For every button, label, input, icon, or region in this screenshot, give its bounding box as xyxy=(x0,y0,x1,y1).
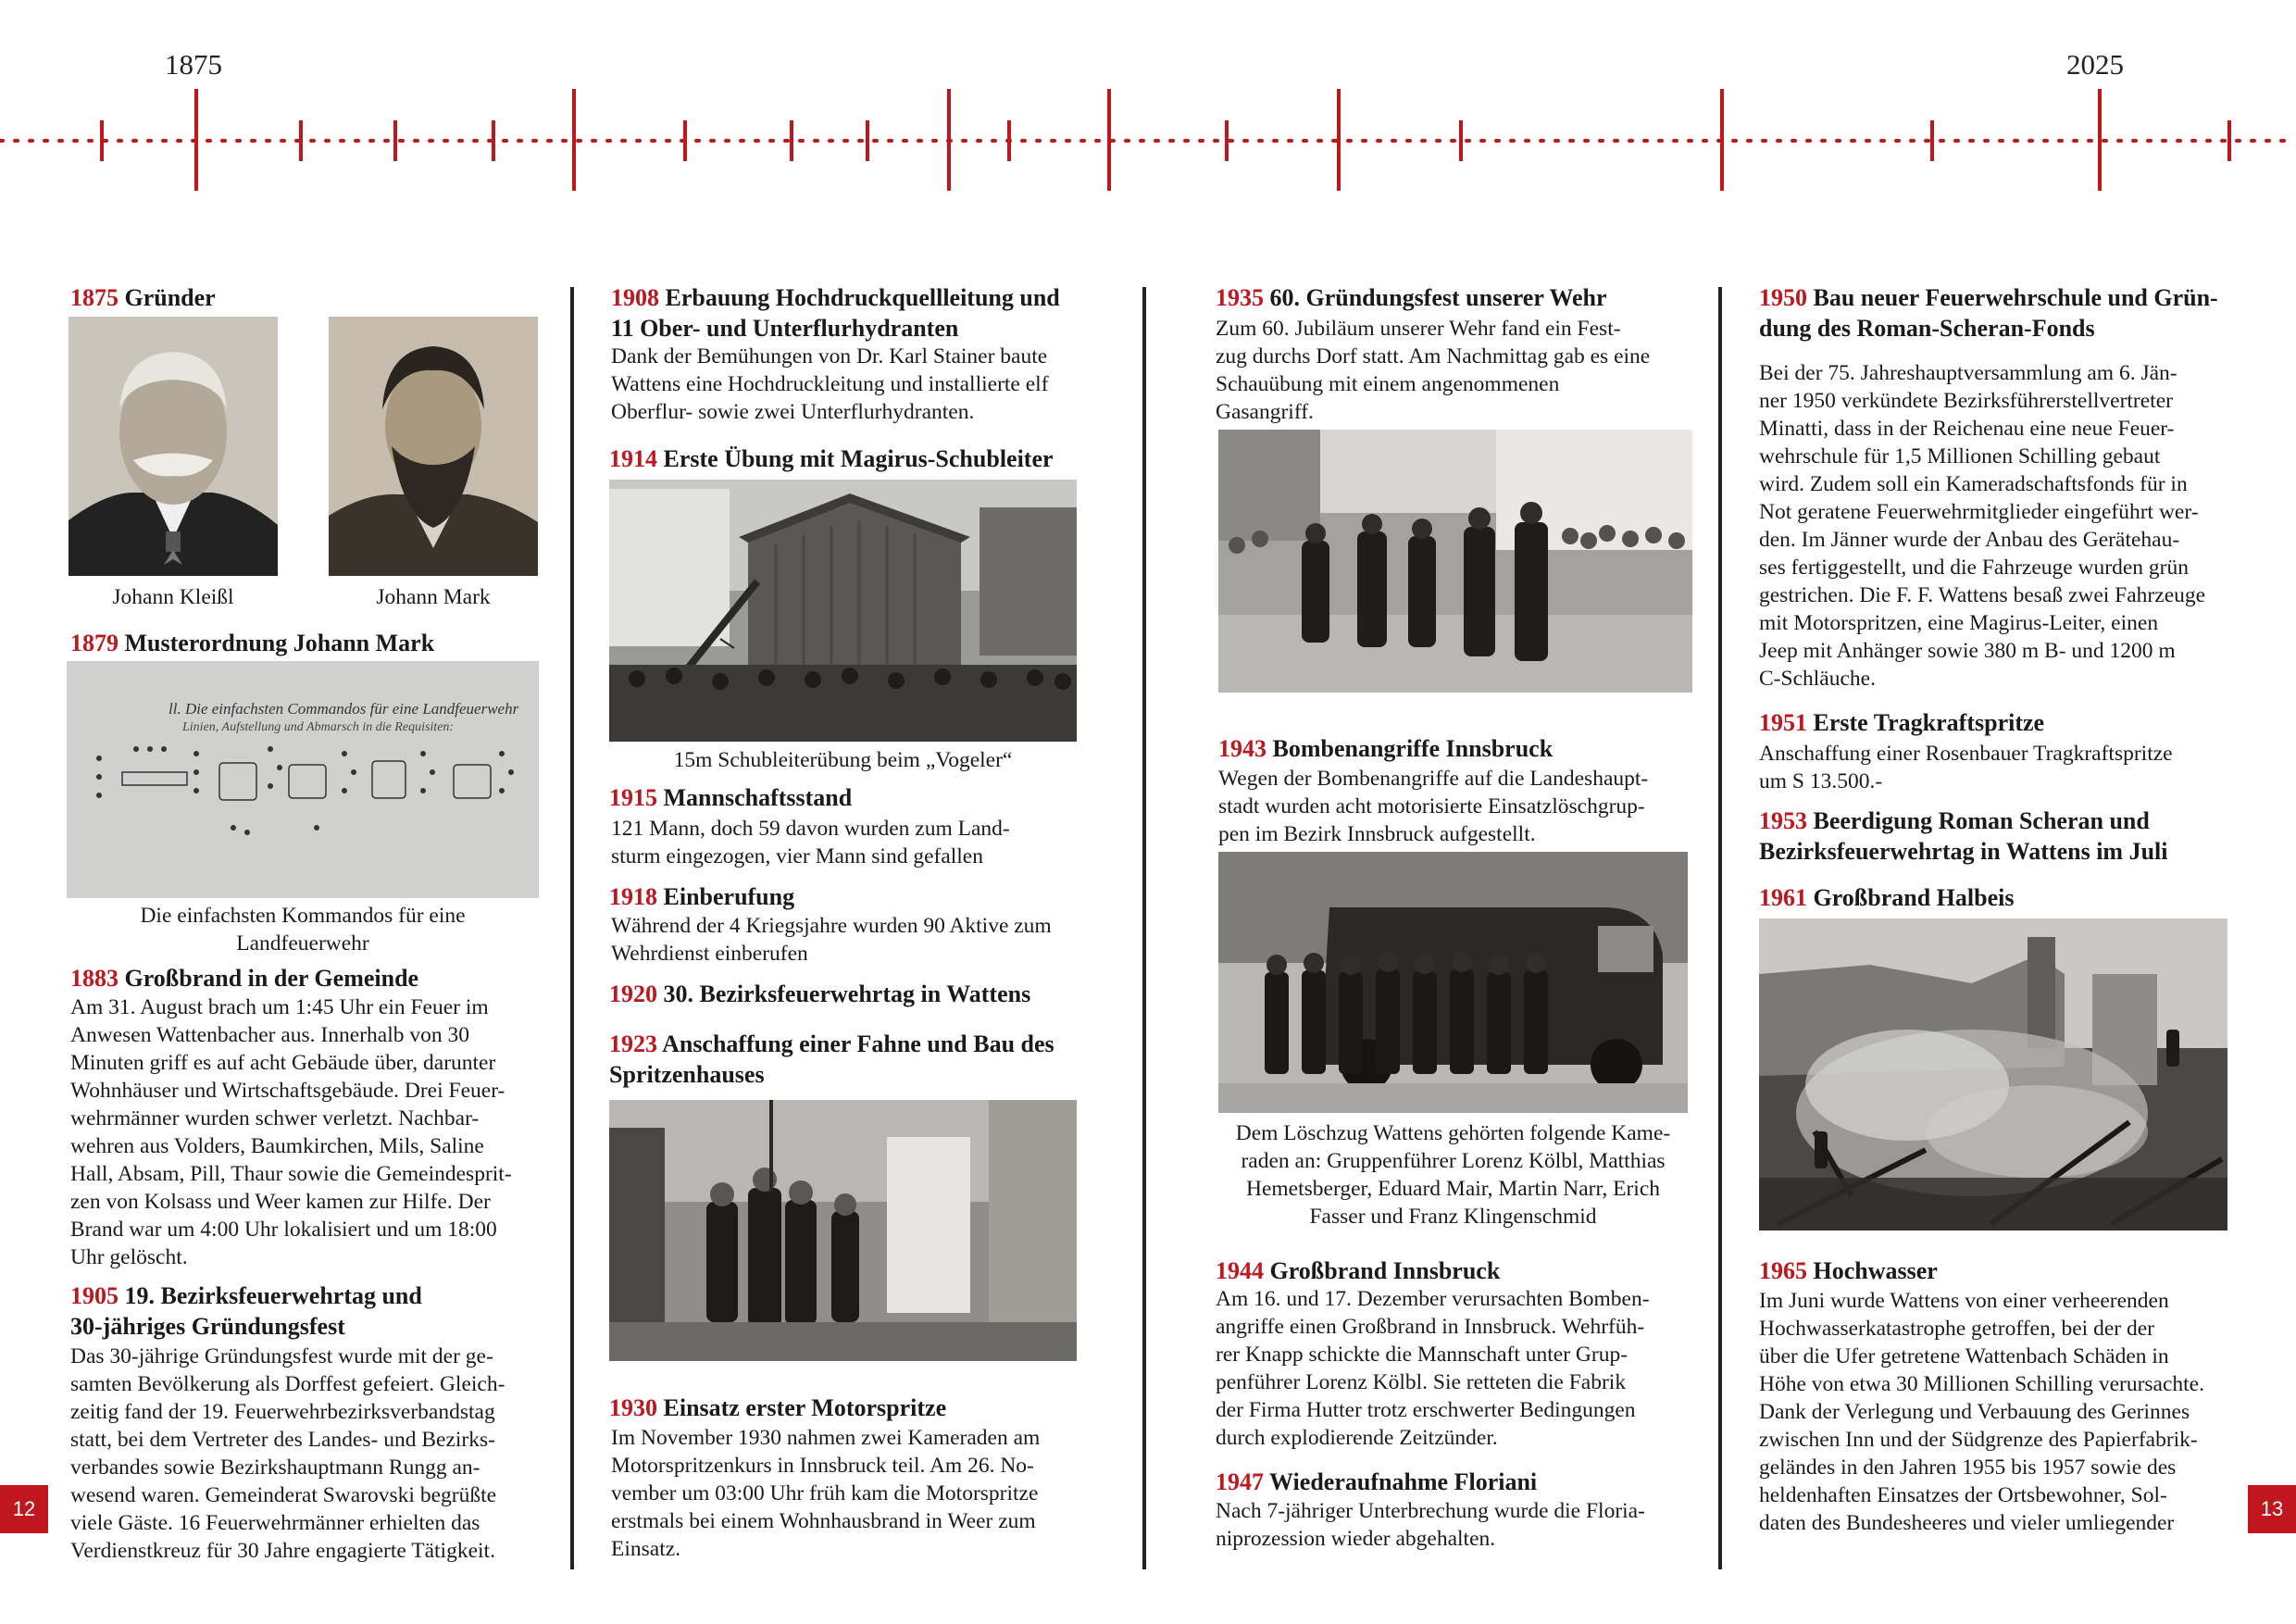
entry-1923-heading: 1923 Anschaffung einer Fahne und Bau des Spritzenhauses xyxy=(609,1031,1054,1088)
text-line: Anschaffung einer Rosenbauer Tragkraftspritze xyxy=(1759,742,2173,766)
entry-1879-heading: 1879 Musterordnung Johann Mark xyxy=(70,630,435,656)
text-line: wesend waren. Gemeinderat Swarovski begrüßte xyxy=(70,1483,497,1507)
text-line: Während der 4 Kriegsjahre wurden 90 Aktive zum xyxy=(611,914,1052,938)
text-line: wehren aus Volders, Baumkirchen, Mils, Saline xyxy=(70,1134,484,1158)
document-text-line: Linien, Aufstellung und Abmarsch in die Requisiten: xyxy=(182,720,455,734)
portrait-caption-mark: Johann Mark xyxy=(376,585,491,609)
text-line: 121 Mann, doch 59 davon wurden zum Land- xyxy=(611,817,1010,841)
text-line: um S 13.500.- xyxy=(1759,769,1883,793)
text-line: Das 30-jährige Gründungsfest wurde mit der ge- xyxy=(70,1344,493,1368)
text-line: Hall, Absam, Pill, Thaur sowie die Gemeindesprit- xyxy=(70,1162,512,1186)
entry-1930-text xyxy=(611,1424,1040,1563)
entry-1920-heading: 1920 30. Bezirksfeuerwehrtag in Wattens xyxy=(609,981,1031,1007)
text-line: C-Schläuche. xyxy=(1759,667,1876,691)
column-divider xyxy=(1142,287,1146,1569)
text-line: Zum 60. Jubiläum unserer Wehr fand ein Fest- xyxy=(1216,317,1621,341)
page-number-left: 12 xyxy=(0,1485,48,1533)
portrait-johann-mark xyxy=(329,317,538,576)
text-line: Im Juni wurde Wattens von einer verheerenden xyxy=(1759,1289,2169,1313)
entry-1918-text xyxy=(611,912,1052,968)
text-line: samten Bevölkerung als Dorffest gefeiert. Gleich- xyxy=(70,1372,505,1396)
text-line: wehrmänner wurden schwer verletzt. Nachbar- xyxy=(70,1106,480,1131)
text-line: viele Gäste. 16 Feuerwehrmänner erhielten das xyxy=(70,1511,480,1535)
text-line: Brand war um 4:00 Uhr lokalisiert und um 18:00 xyxy=(70,1218,497,1242)
caption-line: Hemetsberger, Eduard Mair, Martin Narr, Erich xyxy=(1246,1177,1660,1201)
text-line: über die Ufer getretene Wattenbach Schäden in xyxy=(1759,1344,2169,1368)
text-line: Wohnhäuser und Wirtschaftsgebäude. Drei Feuer- xyxy=(70,1079,505,1103)
text-line: Am 31. August brach um 1:45 Uhr ein Feuer im xyxy=(70,995,489,1019)
photo-caption-1943 xyxy=(1218,1119,1688,1230)
text-line: Uhr gelöscht. xyxy=(70,1245,188,1269)
text-line: Not geratene Feuerwehrmitglieder eingeführt wer- xyxy=(1759,500,2199,524)
text-line: Wegen der Bombenangriffe auf die Landeshaupt- xyxy=(1218,767,1649,791)
photo-grossbrand-halbeis xyxy=(1759,918,2227,1230)
text-line: heldenhaften Einsatzes der Ortsbewohner, Sol- xyxy=(1759,1483,2167,1507)
text-line: zug durchs Dorf statt. Am Nachmittag gab es eine xyxy=(1216,344,1651,369)
text-line: Am 16. und 17. Dezember verursachten Bomben- xyxy=(1216,1287,1650,1311)
text-line: Minatti, dass in der Reichenau eine neue Feuer- xyxy=(1759,417,2175,441)
text-line: Motorspritzenkurs in Innsbruck teil. Am 26. No- xyxy=(611,1454,1034,1478)
text-line: rer Knapp schickte die Mannschaft unter Grup- xyxy=(1216,1343,1628,1367)
entry-1947-text xyxy=(1216,1497,1645,1553)
entry-1950-text xyxy=(1759,359,2205,693)
text-line: Einsatz. xyxy=(611,1537,681,1561)
entry-1905-heading: 1905 19. Bezirksfeuerwehrtag und 30-jähriges Gründungsfest xyxy=(70,1282,422,1340)
caption-line: raden an: Gruppenführer Lorenz Kölbl, Matthias xyxy=(1241,1149,1666,1173)
text-line: Bei der 75. Jahreshauptversammlung am 6. Jän- xyxy=(1759,361,2177,385)
text-line: Wehrdienst einberufen xyxy=(611,942,808,966)
entry-1965-text xyxy=(1759,1287,2204,1537)
entry-1935-heading: 1935 60. Gründungsfest unserer Wehr xyxy=(1216,284,1607,311)
caption-line: Fasser und Franz Klingenschmid xyxy=(1309,1205,1597,1229)
entry-1951-text xyxy=(1759,740,2173,795)
text-line: wehrschule für 1,5 Millionen Schilling gebaut xyxy=(1759,444,2161,468)
text-line: daten des Bundesheeres und vieler umliegender xyxy=(1759,1511,2175,1535)
document-musterordnung xyxy=(67,661,539,898)
text-line: gestrichen. Die F. F. Wattens besaß zwei Fahrzeuge xyxy=(1759,583,2206,607)
text-line: zwischen Inn und der Südgrenze des Papierfabrik- xyxy=(1759,1428,2198,1452)
timeline-start-year: 1875 xyxy=(165,48,222,81)
text-line: pen im Bezirk Innsbruck aufgestellt. xyxy=(1218,822,1536,846)
text-line: niprozession wieder abgehalten. xyxy=(1216,1527,1496,1551)
text-line: Verdienstkreuz für 30 Jahre engagierte Tätigkeit. xyxy=(70,1539,495,1563)
entry-1944-text xyxy=(1216,1285,1650,1452)
column-divider xyxy=(570,287,574,1569)
text-line: vember um 03:00 Uhr früh kam die Motorspritze xyxy=(611,1481,1039,1505)
entry-1883-heading: 1883 Großbrand in der Gemeinde xyxy=(70,965,419,992)
text-line: sturm eingezogen, vier Mann sind gefallen xyxy=(611,844,983,868)
text-line: Schauübung mit einem angenommenen xyxy=(1216,372,1560,396)
text-line: Höhe von etwa 30 Millionen Schilling verursachte. xyxy=(1759,1372,2204,1396)
text-line: erstmals bei einem Wohnhausbrand in Weer zum xyxy=(611,1509,1036,1533)
text-line: zen von Kolsass und Weer kamen zur Hilfe. Der xyxy=(70,1190,491,1214)
text-line: Nach 7-jähriger Unterbrechung wurde die Floria- xyxy=(1216,1499,1645,1523)
text-line: Oberflur- sowie zwei Unterflurhydranten. xyxy=(611,400,975,424)
entry-1905-text xyxy=(70,1343,505,1565)
text-line: zeitig fand der 19. Feuerwehrbezirksverbandstag xyxy=(70,1400,495,1424)
photo-gruendungsfest-umzug xyxy=(1218,430,1692,693)
text-line: angriffe einen Großbrand in Innsbruck. Wehrfüh- xyxy=(1216,1315,1645,1339)
page-number-right: 13 xyxy=(2248,1485,2296,1533)
entry-1883-text xyxy=(70,993,512,1271)
text-line: statt, bei dem Vertreter des Landes- und Bezirks- xyxy=(70,1428,495,1452)
text-line: Jeep mit Anhänger sowie 380 m B- und 1200 m xyxy=(1759,639,2176,663)
entry-1935-text xyxy=(1216,315,1650,426)
text-line: ner 1950 verkündete Bezirksführerstellvertreter xyxy=(1759,389,2173,413)
text-line: Dank der Bemühungen von Dr. Karl Stainer baute xyxy=(611,344,1048,369)
text-line: Dank der Verlegung und Verbauung des Gerinnes xyxy=(1759,1400,2190,1424)
entry-1915-heading: 1915 Mannschaftsstand xyxy=(609,784,853,811)
text-line: mit Motorspritzen, eine Magirus-Leiter, einen xyxy=(1759,611,2159,635)
text-line: durch explodierende Zeitzünder. xyxy=(1216,1426,1498,1450)
entry-1915-text xyxy=(611,815,1010,870)
timeline-graphic xyxy=(0,0,2296,213)
photo-caption-1914: 15m Schubleiterübung beim „Vogeler“ xyxy=(673,748,1013,772)
entry-1947-heading: 1947 Wiederaufnahme Floriani xyxy=(1216,1468,1538,1495)
portrait-caption-kleissl: Johann Kleißl xyxy=(112,585,234,609)
entry-1914-heading: 1914 Erste Übung mit Magirus-Schubleiter xyxy=(609,445,1054,472)
portrait-johann-kleissl xyxy=(69,317,278,576)
entry-1918-heading: 1918 Einberufung xyxy=(609,883,795,910)
entry-1950-heading: 1950 Bau neuer Feuerwehrschule und Grün- dung des Roman-Scheran-Fonds xyxy=(1759,284,2218,342)
text-line: ses fertiggestellt, und die Fahrzeuge wurden grün xyxy=(1759,556,2189,580)
entry-1875-heading: 1875 Gründer xyxy=(70,284,216,311)
photo-loeschzug-wattens xyxy=(1218,852,1688,1113)
entry-1951-heading: 1951 Erste Tragkraftspritze xyxy=(1759,709,2045,736)
timeline-end-year: 2025 xyxy=(2066,48,2124,81)
timeline xyxy=(0,0,2296,213)
document-caption: Die einfachsten Kommandos für eine Landfeuerwehr xyxy=(140,904,466,956)
entry-1953-heading: 1953 Beerdigung Roman Scheran und Bezirksfeuerwehrtag in Wattens im Juli xyxy=(1759,807,2168,865)
text-line: Minuten griff es auf acht Gebäude über, darunter xyxy=(70,1051,496,1075)
document-formation-sketch xyxy=(67,661,539,898)
photo-fahnenweihe xyxy=(609,1100,1077,1361)
text-line: Gasangriff. xyxy=(1216,400,1314,424)
caption-line: Dem Löschzug Wattens gehörten folgende Kame- xyxy=(1235,1121,1671,1145)
entry-1943-text xyxy=(1218,765,1648,848)
entry-1961-heading: 1961 Großbrand Halbeis xyxy=(1759,884,2015,911)
entry-1908-heading: 1908 Erbauung Hochdruckquellleitung und 11 Ober- und Unterflurhydranten xyxy=(611,284,1060,342)
text-line: Anwesen Wattenbacher aus. Innerhalb von 30 xyxy=(70,1023,469,1047)
text-line: penführer Lorenz Kölbl. Sie retteten die Fabrik xyxy=(1216,1370,1627,1394)
entry-1965-heading: 1965 Hochwasser xyxy=(1759,1257,1938,1284)
text-line: geländes in den Jahren 1955 bis 1957 sowie des xyxy=(1759,1455,2177,1480)
text-line: Hochwasserkatastrophe getroffen, bei der der xyxy=(1759,1317,2154,1341)
entry-1908-text xyxy=(611,343,1049,426)
entry-1943-heading: 1943 Bombenangriffe Innsbruck xyxy=(1218,735,1554,762)
column-divider xyxy=(1718,287,1722,1569)
text-line: verbandes sowie Bezirkshauptmann Rungg an- xyxy=(70,1455,480,1480)
text-line: den. Im Jänner wurde der Anbau des Gerätehau- xyxy=(1759,528,2180,552)
entry-1930-heading: 1930 Einsatz erster Motorspritze xyxy=(609,1394,947,1421)
photo-schubleiter-uebung xyxy=(609,480,1077,742)
entry-1944-heading: 1944 Großbrand Innsbruck xyxy=(1216,1257,1501,1284)
text-line: stadt wurden acht motorisierte Einsatzlöschgrup- xyxy=(1218,794,1645,818)
document-text-line: ll. Die einfachsten Commandos für eine Landfeuerwehr xyxy=(168,700,519,718)
text-line: Wattens eine Hochdruckleitung und installierte elf xyxy=(611,372,1049,396)
text-line: wird. Zudem soll ein Kameradschaftsfonds für in xyxy=(1759,472,2188,496)
text-line: Im November 1930 nahmen zwei Kameraden am xyxy=(611,1426,1041,1450)
text-line: der Firma Hutter trotz erschwerter Bedingungen xyxy=(1216,1398,1636,1422)
